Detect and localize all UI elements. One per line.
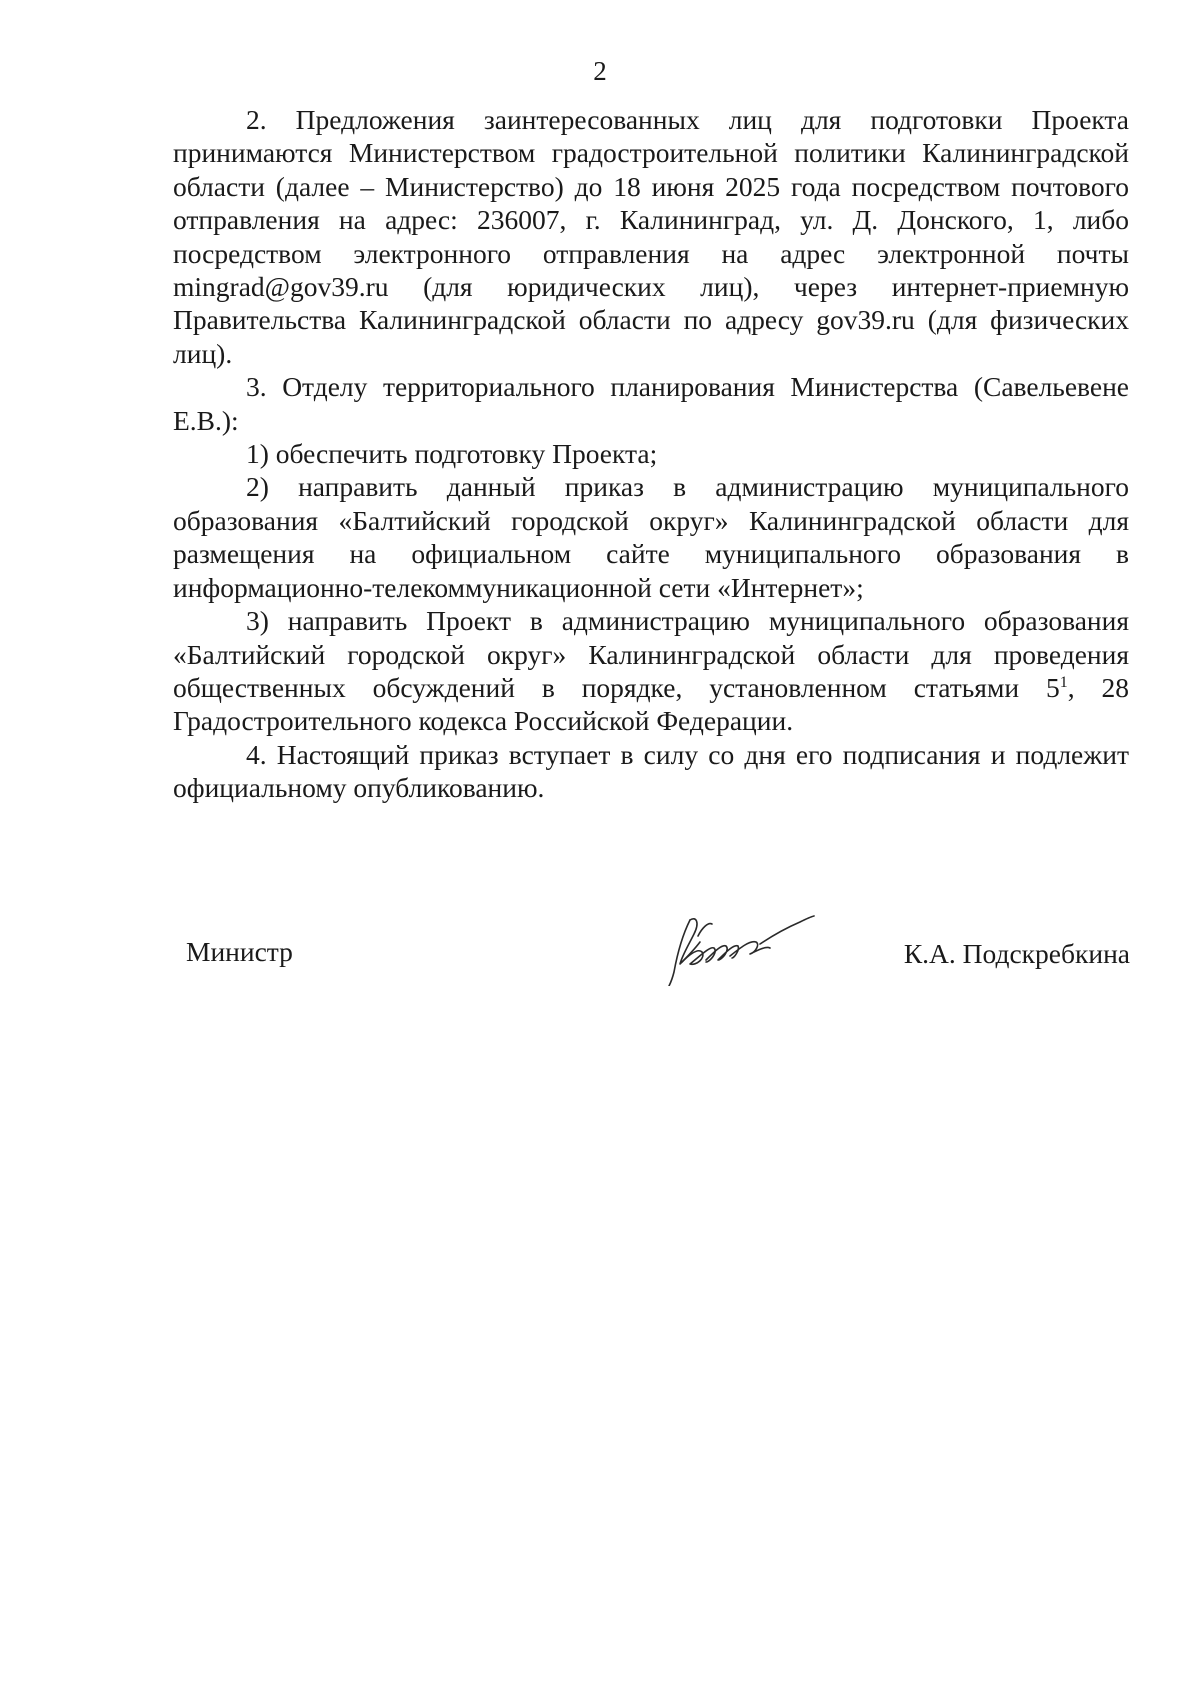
paragraph-item-3-1: 1) обеспечить подготовку Проекта; (246, 438, 658, 470)
signatory-name: К.А. Подскребкина (903, 938, 1130, 969)
paragraph-item-4: 4. Настоящий приказ вступает в силу со дня его подписания и подлежит официальному опубликованию. (173, 738, 1129, 804)
paragraph-item-3: 3. Отделу территориального планирования Министерства (Савельевене Е.В.): (173, 371, 1129, 436)
paragraph-item-3-3-text-end: , 28 Градостроительного кодекса Российской Федерации. (173, 671, 1130, 737)
page-number: 2 (593, 56, 607, 86)
paragraph-item-3-3-text-start: 3) направить Проект в администрацию муниципального образования «Балтийский городской округ» Калининградской области для проведения общественных обсуждений в порядке, установленном статьями 5 (173, 605, 1129, 703)
paragraph-item-2: 2. Предложения заинтересованных лиц для подготовки Проекта принимаются Министерством градостроительной политики Калининградской области (далее – Министерство) до 18 июня 2025 года посредством почтового отправления на адрес: 236007, г. Калининград, ул. Д. Донского, 1, либо посредством электронного отправления на адрес электронной почты mingrad@gov39.ru (для юридических лиц), через интернет-приемную Правительства Калининградской области по адресу gov39.ru (для физических лиц). (173, 104, 1129, 369)
signatory-title: Министр (186, 936, 293, 967)
superscript-index: 1 (1059, 673, 1068, 691)
signature-block (0, 900, 1200, 1000)
paragraph-item-3-2: 2) направить данный приказ в администрацию муниципального образования «Балтийский городской округ» Калининградской области для размещения на официальном сайте муниципального образования в информационно-телекоммуникационной сети «Интернет»; (173, 471, 1129, 603)
paragraph-item-3-3 (173, 604, 1129, 738)
document-body (173, 103, 1129, 805)
handwritten-signature (660, 902, 820, 986)
